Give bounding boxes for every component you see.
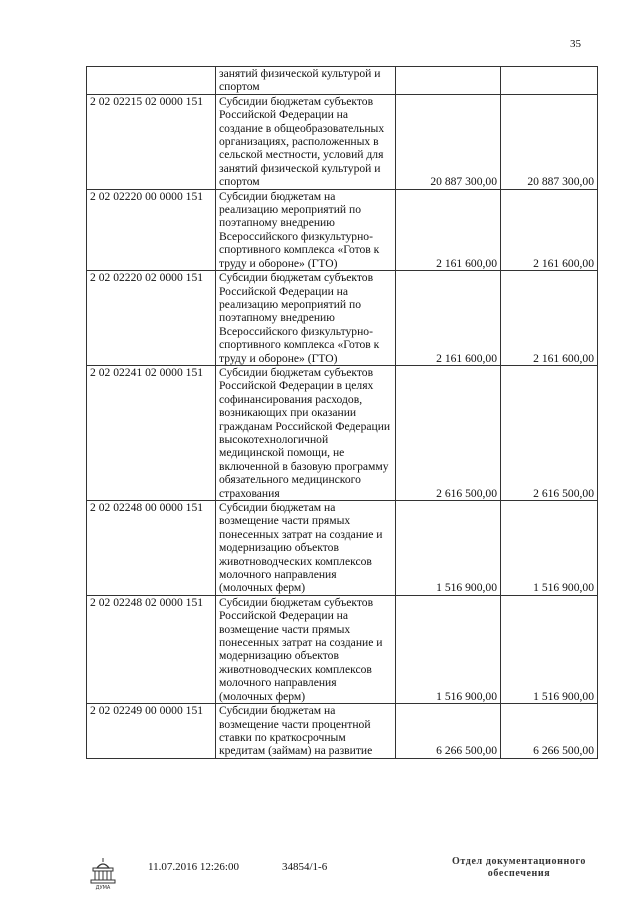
amount-cell: 1 516 900,00 (501, 501, 598, 596)
code-cell (87, 67, 216, 95)
description-cell: Субсидии бюджетам субъектов Российской Федерации в целях софинансирования расходов, возникающих при оказании гражданам Российской Федерации высокотехнологичной медицинской помощи, не включенной в базовую программу обязательного медицинского страхования (216, 365, 396, 500)
footer-doc-number: 34854/1-6 (282, 861, 328, 873)
table-row (87, 189, 598, 270)
department-stamp (434, 856, 604, 880)
code-cell: 2 02 02220 02 0000 151 (87, 271, 216, 366)
description-cell: Субсидии бюджетам субъектов Российской Федерации на реализацию мероприятий по поэтапному внедрению Всероссийского физкультурно-спортивного комплекса «Готов к труду и обороне» (ГТО) (216, 271, 396, 366)
description-cell: Субсидии бюджетам субъектов Российской Федерации на возмещение части прямых понесенных затрат на создание и модернизацию объектов животноводческих комплексов молочного направления (молочных ферм) (216, 595, 396, 703)
amount-cell: 2 616 500,00 (396, 365, 501, 500)
code-cell: 2 02 02248 00 0000 151 (87, 501, 216, 596)
table-row (87, 595, 598, 703)
svg-text:ДУМА: ДУМА (95, 885, 111, 890)
table-row (87, 67, 598, 95)
table-row (87, 94, 598, 189)
stamp-line: обеспечения (487, 868, 551, 879)
code-cell: 2 02 02215 02 0000 151 (87, 94, 216, 189)
page-footer (88, 856, 618, 896)
code-cell: 2 02 02220 00 0000 151 (87, 189, 216, 270)
amount-cell: 1 516 900,00 (396, 595, 501, 703)
amount-cell: 1 516 900,00 (501, 595, 598, 703)
code-cell: 2 02 02249 00 0000 151 (87, 704, 216, 759)
code-cell: 2 02 02248 02 0000 151 (87, 595, 216, 703)
duma-building-icon (88, 856, 118, 890)
table-row (87, 365, 598, 500)
description-cell: Субсидии бюджетам субъектов Российской Федерации на создание в общеобразовательных организациях, расположенных в сельской местности, условий для занятий физической культурой и спортом (216, 94, 396, 189)
amount-cell (396, 67, 501, 95)
table-row (87, 271, 598, 366)
footer-date: 11.07.2016 12:26:00 (148, 861, 239, 873)
amount-cell: 6 266 500,00 (501, 704, 598, 759)
amount-cell: 2 161 600,00 (396, 189, 501, 270)
description-cell: занятий физической культурой и спортом (216, 67, 396, 95)
stamp-line: Отдел документационного (452, 856, 586, 867)
amount-cell: 2 161 600,00 (501, 189, 598, 270)
description-cell: Субсидии бюджетам на возмещение части прямых понесенных затрат на создание и модернизацию объектов животноводческих комплексов молочного направления (молочных ферм) (216, 501, 396, 596)
amount-cell: 1 516 900,00 (396, 501, 501, 596)
amount-cell (501, 67, 598, 95)
table-row (87, 501, 598, 596)
amount-cell: 2 161 600,00 (501, 271, 598, 366)
budget-table-body (87, 67, 598, 759)
amount-cell: 20 887 300,00 (396, 94, 501, 189)
amount-cell: 2 161 600,00 (396, 271, 501, 366)
amount-cell: 20 887 300,00 (501, 94, 598, 189)
budget-table (86, 66, 598, 759)
description-cell: Субсидии бюджетам на возмещение части процентной ставки по краткосрочным кредитам (займам) на развитие (216, 704, 396, 759)
amount-cell: 2 616 500,00 (501, 365, 598, 500)
description-cell: Субсидии бюджетам на реализацию мероприятий по поэтапному внедрению Всероссийского физкультурно-спортивного комплекса «Готов к труду и обороне» (ГТО) (216, 189, 396, 270)
table-row (87, 704, 598, 759)
amount-cell: 6 266 500,00 (396, 704, 501, 759)
code-cell: 2 02 02241 02 0000 151 (87, 365, 216, 500)
page-number: 35 (570, 38, 581, 50)
